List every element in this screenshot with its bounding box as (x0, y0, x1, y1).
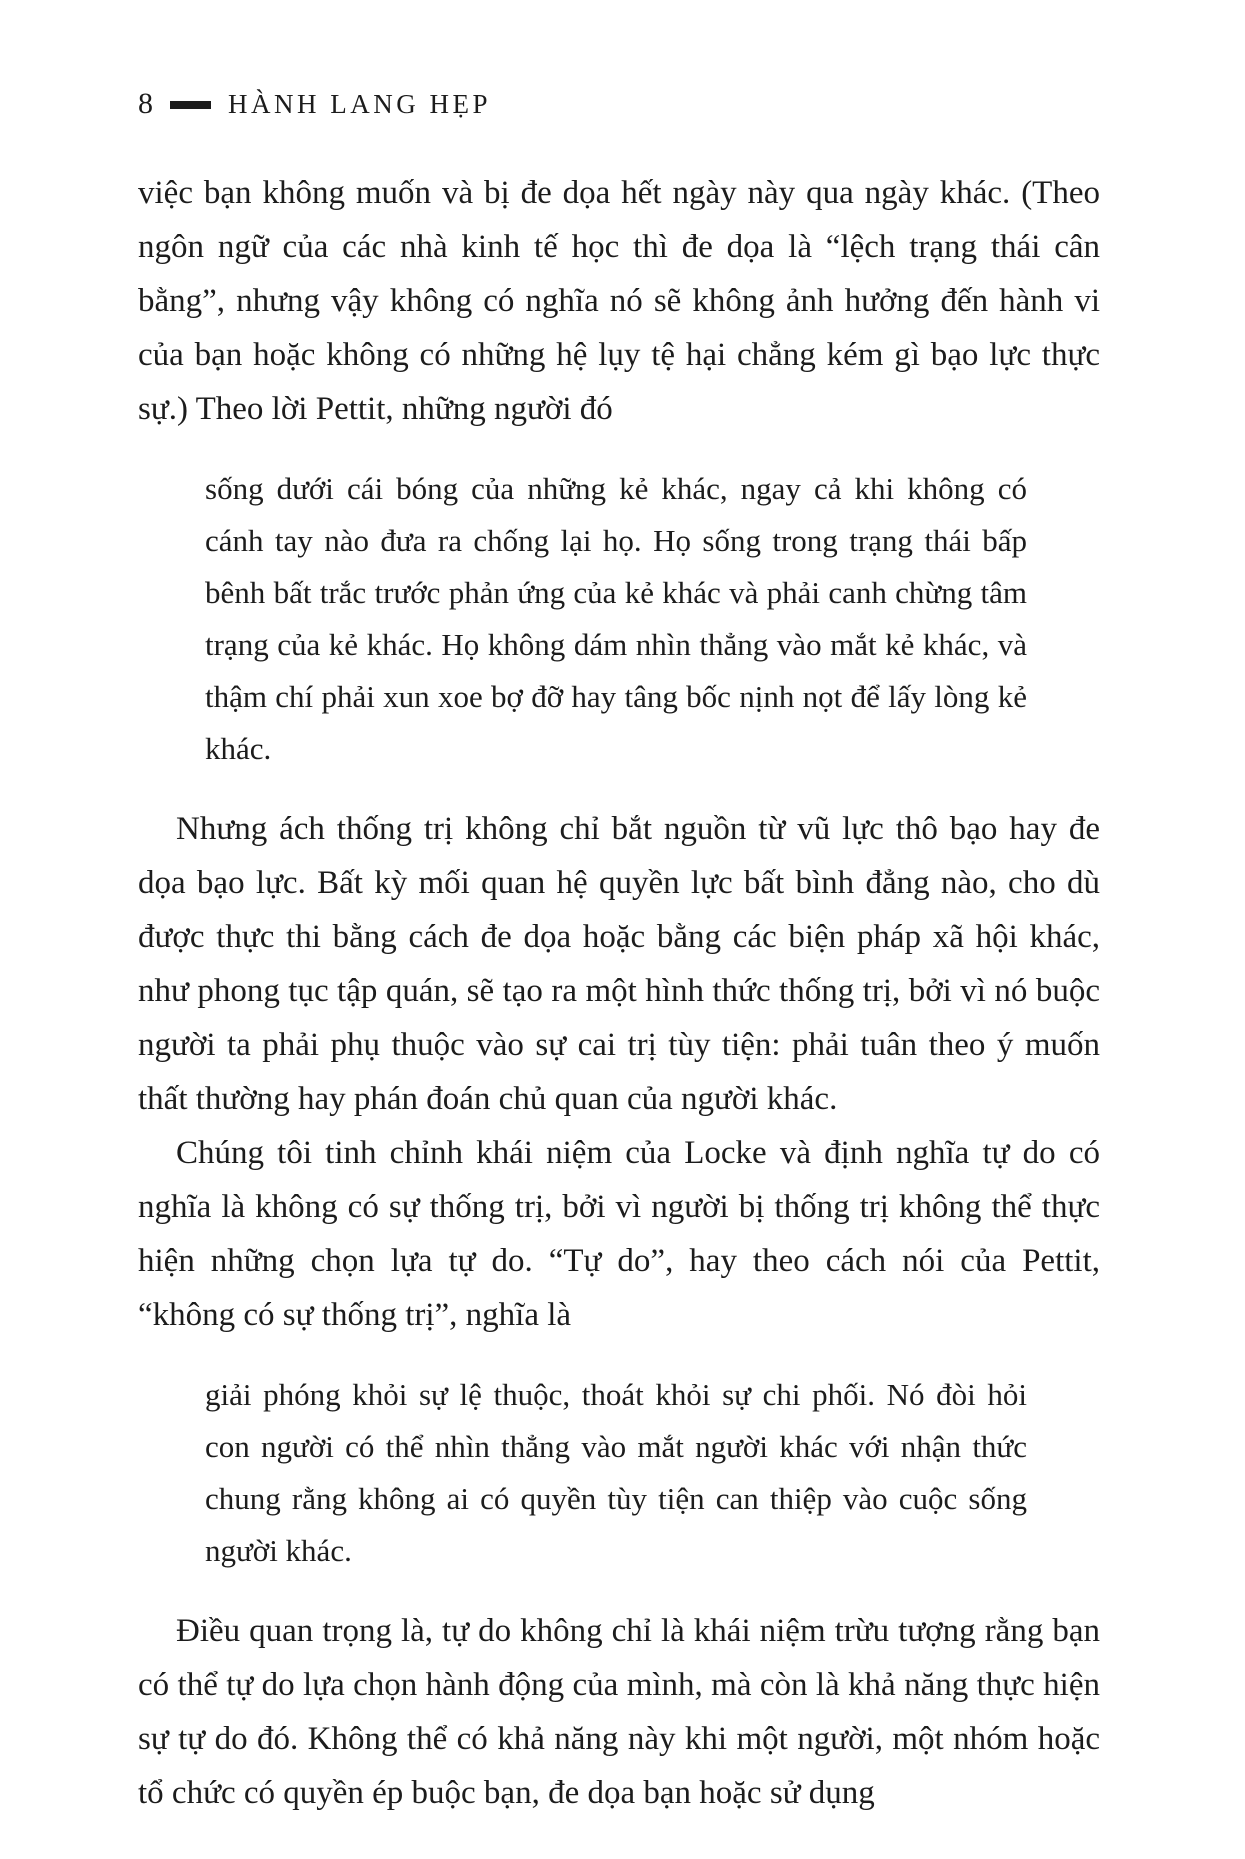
block-quote: sống dưới cái bóng của những kẻ khác, ngay cả khi không có cánh tay nào đưa ra chống lại họ. Họ sống trong trạng thái bấp bênh bất trắc trước phản ứng của kẻ khác và phải canh chừng tâm trạng của kẻ khác. Họ không dám nhìn thẳng vào mắt kẻ khác, và thậm chí phải xun xoe bợ đỡ hay tâng bốc nịnh nọt để lấy lòng kẻ khác. (205, 471, 1027, 766)
running-title: HÀNH LANG HẸP (228, 88, 491, 119)
paragraph: việc bạn không muốn và bị đe dọa hết ngày này qua ngày khác. (Theo ngôn ngữ của các nhà kinh tế học thì đe dọa là “lệch trạng thái cân bằng”, nhưng vậy không có nghĩa nó sẽ không ảnh hưởng đến hành vi của bạn hoặc không có những hệ lụy tệ hại chẳng kém gì bạo lực thực sự.) Theo lời Pettit, những người đó (138, 175, 1100, 427)
paragraph: Nhưng ách thống trị không chỉ bắt nguồn từ vũ lực thô bạo hay đe dọa bạo lực. Bất kỳ mối quan hệ quyền lực bất bình đẳng nào, cho dù được thực thi bằng cách đe dọa hoặc bằng các biện pháp xã hội khác, như phong tục tập quán, sẽ tạo ra một hình thức thống trị, bởi vì nó buộc người ta phải phụ thuộc vào sự cai trị tùy tiện: phải tuân theo ý muốn thất thường hay phán đoán chủ quan của người khác. (138, 811, 1100, 1117)
page-number: 8 (138, 87, 153, 120)
paragraph: Chúng tôi tinh chỉnh khái niệm của Locke và định nghĩa tự do có nghĩa là không có sự thống trị, bởi vì người bị thống trị không thể thực hiện những chọn lựa tự do. “Tự do”, hay theo cách nói của Pettit, “không có sự thống trị”, nghĩa là (138, 1135, 1100, 1333)
block-quote: giải phóng khỏi sự lệ thuộc, thoát khỏi sự chi phối. Nó đòi hỏi con người có thể nhìn thẳng vào mắt người khác với nhận thức chung rằng không ai có quyền tùy tiện can thiệp vào cuộc sống người khác. (205, 1377, 1027, 1568)
paragraph: Điều quan trọng là, tự do không chỉ là khái niệm trừu tượng rằng bạn có thể tự do lựa chọn hành động của mình, mà còn là khả năng thực hiện sự tự do đó. Không thể có khả năng này khi một người, một nhóm hoặc tổ chức có quyền ép buộc bạn, đe dọa bạn hoặc sử dụng (138, 1613, 1100, 1811)
double-bar-icon (170, 101, 211, 109)
running-header (138, 86, 1100, 122)
